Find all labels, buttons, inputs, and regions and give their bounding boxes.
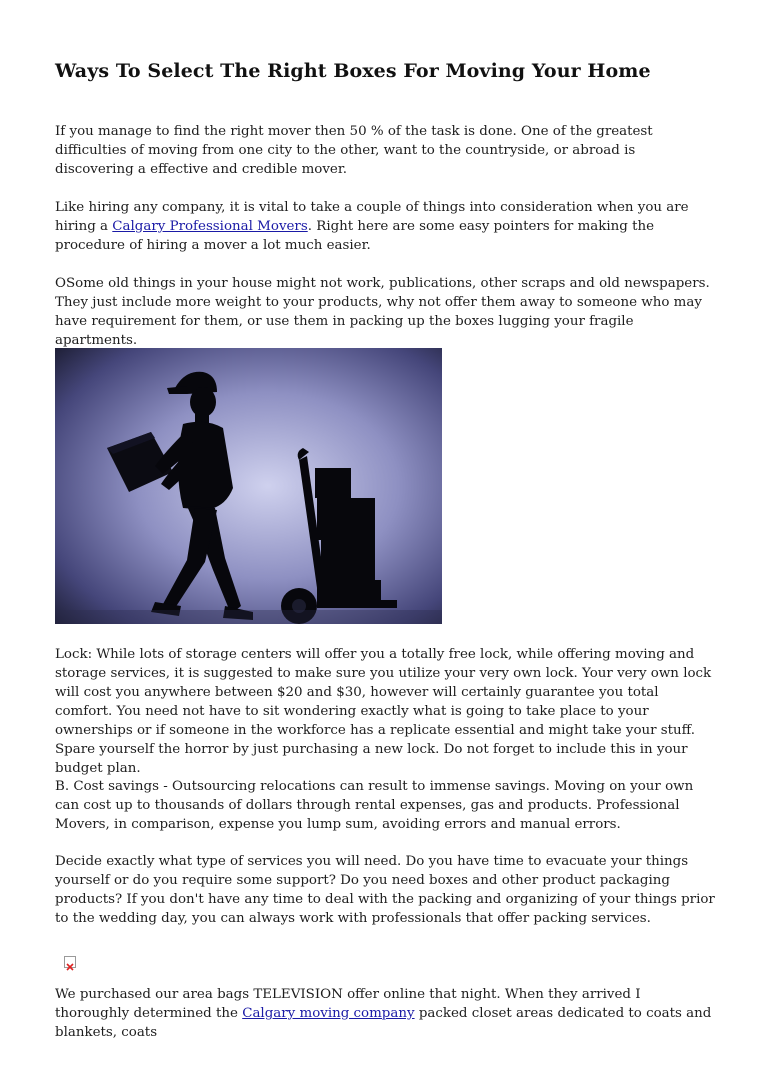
paragraph-area-bags [55, 985, 717, 1042]
paragraph-old-things: OSome old things in your house might not work, publications, other scraps and old newspapers. They just include more weight to your products, why not offer them away to someone who may have requirement for them, or use them in packing up the boxes lugging your fragile apartments. [55, 276, 710, 348]
paragraph-text: . Right here are some easy pointers for making the procedure of hiring a mover a lot much easier. [55, 219, 655, 253]
paragraph-text: packed closet areas dedicated to coats and blankets, coats [55, 1006, 712, 1040]
paragraph-lock: Lock: While lots of storage centers will offer you a totally free lock, while offering moving and storage services, it is suggested to make sure you utilize your very own lock. Your very own lock will cost you anywhere between $20 and $30, however will certainly guarantee you total comfort. You need not have to sit wondering exactly what is going to take place to your ownerships or if someone in the workforce has a replicate essential and might take your stuff. Spare yourself the horror by just purchasing a new lock. Do not forget to include this in your budget plan. [55, 647, 712, 776]
broken-image-glyph [65, 962, 75, 972]
paragraph-services: Decide exactly what type of services you will need. Do you have time to evacuate your things yourself or do you require some support? Do you need boxes and other product packaging products? If you don't have any time to deal with the packing and organizing of your things prior to the wedding day, you can always work with professionals that offer packing services. [55, 854, 715, 926]
broken-image-icon [64, 956, 76, 968]
calgary-professional-movers-link[interactable]: Calgary Professional Movers [112, 219, 308, 234]
mover-silhouette-photo [55, 348, 442, 624]
paragraph-hiring [55, 198, 717, 255]
paragraph-intro: If you manage to find the right mover then 50 % of the task is done. One of the greatest difficulties of moving from one city to the other, want to the countryside, or abroad is discovering a effective and credible mover. [55, 124, 653, 177]
paragraph-cost-savings: B. Cost savings - Outsourcing relocations can result to immense savings. Moving on your own can cost up to thousands of dollars through rental expenses, gas and products. Professional Movers, in comparison, expense you lump sum, avoiding errors and manual errors. [55, 779, 694, 832]
paragraph-text: Like hiring any company, it is vital to take a couple of things into consideration when you are hiring a [55, 200, 689, 234]
calgary-moving-company-link[interactable]: Calgary moving company [242, 1006, 415, 1021]
mover-silhouette-image [55, 348, 442, 624]
page-title: Ways To Select The Right Boxes For Moving Your Home [55, 60, 651, 82]
paragraph-text: We purchased our area bags TELEVISION offer online that night. When they arrived I thoroughly determined the [55, 987, 641, 1021]
